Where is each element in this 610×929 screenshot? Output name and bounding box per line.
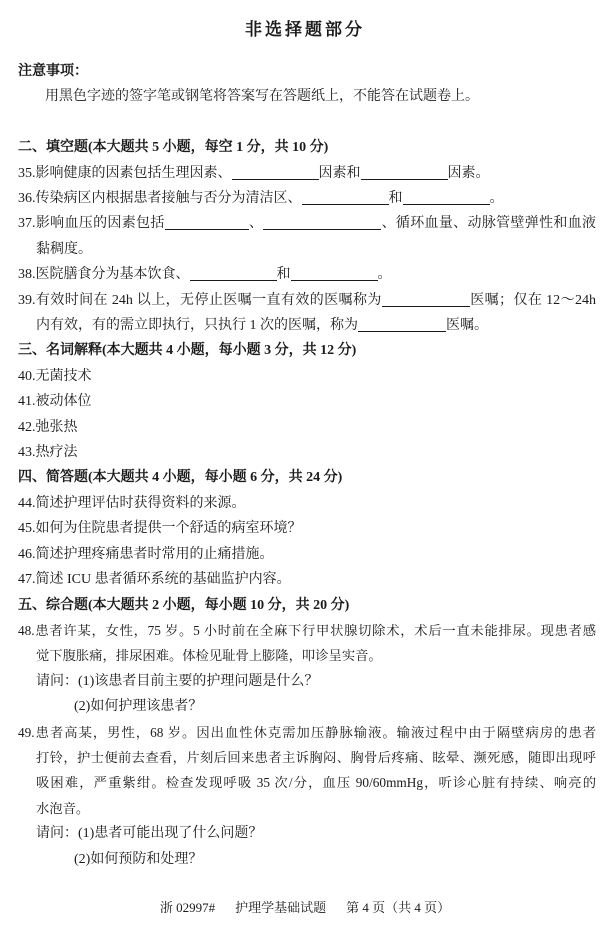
question-38 (18, 262, 596, 287)
sub-question-text: (1)患者可能出现了什么问题？ (78, 826, 263, 842)
page-footer (0, 897, 610, 919)
question-number: 43. (18, 445, 36, 461)
question-text: 因素和 (318, 165, 361, 181)
question-36 (18, 186, 596, 211)
answer-blank (190, 266, 277, 281)
answer-blank (382, 292, 470, 307)
question-number: 35. (18, 165, 36, 181)
question-47 (18, 567, 596, 592)
question-40 (18, 364, 596, 389)
ask-label: 请问： (36, 826, 78, 842)
question-text: 。 (377, 267, 392, 283)
section-heading: 五、综合题(本大题共 2 小题，每小题 10 分，共 20 分) (18, 597, 350, 613)
question-text: 、 (248, 216, 264, 232)
answer-blank (302, 190, 389, 205)
question-text: 因素。 (447, 165, 490, 181)
question-number: 45. (18, 521, 36, 537)
question-43 (18, 440, 596, 465)
question-37 (18, 211, 596, 262)
question-text: 打铃，护士便前去查看，片刻后回来患者主诉胸闷、胸骨后疼痛、眩晕、濒死感，随即出现呼 (36, 749, 596, 765)
sub-question (18, 694, 596, 719)
question-text: 吸困难，严重紫绀。检查发现呼吸 35 次/分，血压 90/60mmHg，听诊心脏有持续、响亮的 (36, 775, 596, 791)
question-text: 觉下腹胀痛，排尿困难。体检见耻骨上膨隆，叩诊呈实音。 (36, 648, 382, 664)
question-text: 。 (489, 191, 504, 207)
sub-question (18, 669, 596, 694)
question-text: 有效时间在 24h 以上，无停止医嘱一直有效的医嘱称为 (35, 292, 382, 308)
question-text: 如何为住院患者提供一个舒适的病室环境？ (35, 521, 302, 537)
notice-text: 用黑色字迹的签字笔或钢笔将答案写在答题纸上，不能答在试题卷上。 (45, 89, 479, 105)
section-heading: 四、简答题(本大题共 4 小题，每小题 6 分，共 24 分) (18, 470, 343, 486)
question-text: 、循环血量、动脉管壁弹性和血液 (381, 216, 597, 232)
question-text: 内有效，有的需立即执行，只执行 1 次的医嘱，称为 (36, 318, 358, 334)
question-number: 44. (18, 495, 36, 511)
question-text: 简述护理疼痛患者时常用的止痛措施。 (35, 546, 274, 562)
section-term-definition (18, 338, 596, 465)
spacer (18, 110, 596, 135)
question-41 (18, 389, 596, 414)
question-44 (18, 491, 596, 516)
exam-code: 浙 02997# (159, 900, 216, 915)
question-49 (18, 720, 596, 872)
question-45 (18, 516, 596, 541)
section-heading: 二、填空题(本大题共 5 小题，每空 1 分，共 10 分) (18, 140, 329, 156)
question-text: 医院膳食分为基本饮食、 (35, 267, 190, 283)
question-number: 37. (18, 216, 36, 232)
question-number: 36. (18, 191, 36, 207)
question-text: 弛张热 (35, 419, 78, 435)
question-text: 患者高某，男性，68 岁。因出血性休克需加压静脉输液。输液过程中由于隔壁病房的患者 (34, 724, 596, 740)
question-text: 水泡音。 (36, 800, 90, 816)
answer-blank (358, 317, 446, 332)
page-title: 非选择题部分 (245, 20, 365, 39)
answer-blank (403, 190, 490, 205)
question-number: 42. (18, 419, 36, 435)
question-48 (18, 618, 596, 720)
question-number: 46. (18, 546, 36, 562)
question-39 (18, 288, 596, 339)
question-text: 简述 ICU 患者循环系统的基础监护内容。 (35, 572, 291, 588)
sub-question (18, 847, 596, 872)
question-46 (18, 542, 596, 567)
question-text: 被动体位 (35, 394, 92, 410)
notice-heading: 注意事项： (18, 64, 88, 79)
question-text: 热疗法 (35, 445, 78, 461)
section-fill-in (18, 135, 596, 338)
exam-content (18, 59, 596, 872)
answer-blank (361, 165, 448, 180)
question-text: 影响血压的因素包括 (35, 216, 165, 232)
question-text: 医嘱。 (446, 318, 488, 334)
question-text: 传染病区内根据患者接触与否分为清洁区、 (35, 191, 302, 207)
question-number: 48. (18, 622, 35, 638)
question-35 (18, 161, 596, 186)
question-text: 黏稠度。 (36, 241, 92, 257)
question-text: 和 (388, 191, 403, 207)
section-heading: 三、名词解释(本大题共 4 小题，每小题 3 分，共 12 分) (18, 343, 357, 359)
answer-blank (263, 215, 381, 230)
sub-question-text: (2)如何预防和处理？ (74, 851, 203, 867)
question-text: 医嘱；仅在 12～24h (469, 292, 597, 308)
question-text: 影响健康的因素包括生理因素、 (35, 165, 232, 181)
question-text: 简述护理评估时获得资料的来源。 (35, 495, 246, 511)
page-number: 第 4 页（共 4 页） (346, 900, 451, 915)
question-number: 41. (18, 394, 36, 410)
sub-question-text: (2)如何护理该患者？ (74, 699, 203, 715)
question-text: 和 (276, 267, 291, 283)
question-42 (18, 415, 596, 440)
section-comprehensive (18, 593, 596, 872)
sub-question (18, 821, 596, 846)
sub-question-text: (1)该患者目前主要的护理问题是什么？ (78, 673, 319, 689)
question-number: 49. (18, 724, 35, 740)
ask-label: 请问： (36, 673, 78, 689)
question-number: 39. (18, 292, 36, 308)
question-text: 患者许某，女性，75 岁。5 小时前在全麻下行甲状腺切除术，术后一直未能排尿。现患者感 (34, 622, 596, 638)
answer-blank (291, 266, 378, 281)
question-text: 无菌技术 (35, 368, 92, 384)
answer-blank (232, 165, 319, 180)
question-number: 47. (18, 572, 36, 588)
question-number: 38. (18, 267, 36, 283)
exam-subject: 护理学基础试题 (235, 900, 327, 915)
answer-blank (165, 215, 249, 230)
question-number: 40. (18, 368, 36, 384)
section-short-answer (18, 465, 596, 592)
